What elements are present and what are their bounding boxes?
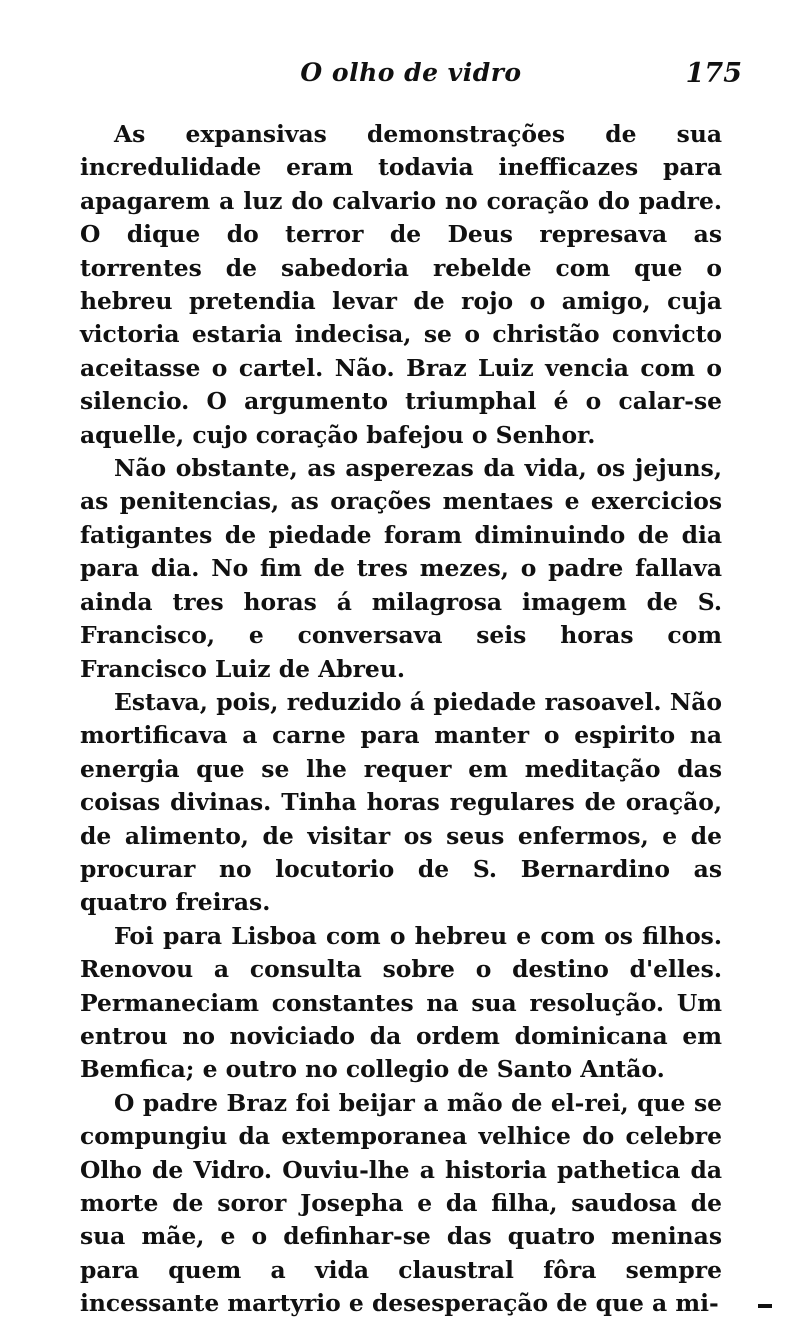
page-number: 175 (685, 58, 742, 89)
running-head (80, 58, 742, 94)
paragraph: Estava, pois, reduzido á piedade rasoavel. Não mortificava a carne para manter o espirito na energia que se lhe requer em meditação das coisas divinas. Tinha horas regulares de oração, de alimento, de visitar os seus enfermos, e de procurar no locutorio de S. Bernardino as quatro freiras. (80, 687, 722, 917)
running-title: O olho de vidro (300, 58, 522, 87)
paragraph: Foi para Lisboa com o hebreu e com os filhos. Renovou a consulta sobre o destino d'elles. Permaneciam constantes na sua resolução. Um entrou no noviciado da ordem dominicana em Bemfica; e outro no collegio de Santo Antão. (80, 921, 722, 1084)
body-text (80, 118, 722, 1321)
paragraph: Não obstante, as asperezas da vida, os jejuns, as penitencias, as orações mentaes e exercicios fatigantes de piedade foram diminuindo de dia para dia. No fim de tres mezes, o padre fallava ainda tres horas á milagrosa imagem de S. Francisco, e conversava seis horas com Francisco Luiz de Abreu. (80, 454, 722, 683)
paragraph: O padre Braz foi beijar a mão de el-rei, que se compungiu da extemporanea velhice do celebre Olho de Vidro. Ouviu-lhe a historia pathetica da morte de soror Josepha e da filha, saudosa de sua mãe, e o definhar-se das quatro meninas para quem a vida claustral fôra sempre incessante martyrio e desesperação de que a mi- (80, 1088, 722, 1318)
scan-mark (758, 1304, 772, 1308)
paragraph: As expansivas demonstrações de sua incredulidade eram todavia inefficazes para apagarem a luz do calvario no coração do padre. O dique do terror de Deus represava as torrentes de sabedoria rebelde com que o hebreu pretendia levar de rojo o amigo, cuja victoria estaria indecisa, se o christão convicto aceitasse o cartel. Não. Braz Luiz vencia com o silencio. O argumento triumphal é o calar-se aquelle, cujo coração bafejou o Senhor. (80, 120, 722, 449)
